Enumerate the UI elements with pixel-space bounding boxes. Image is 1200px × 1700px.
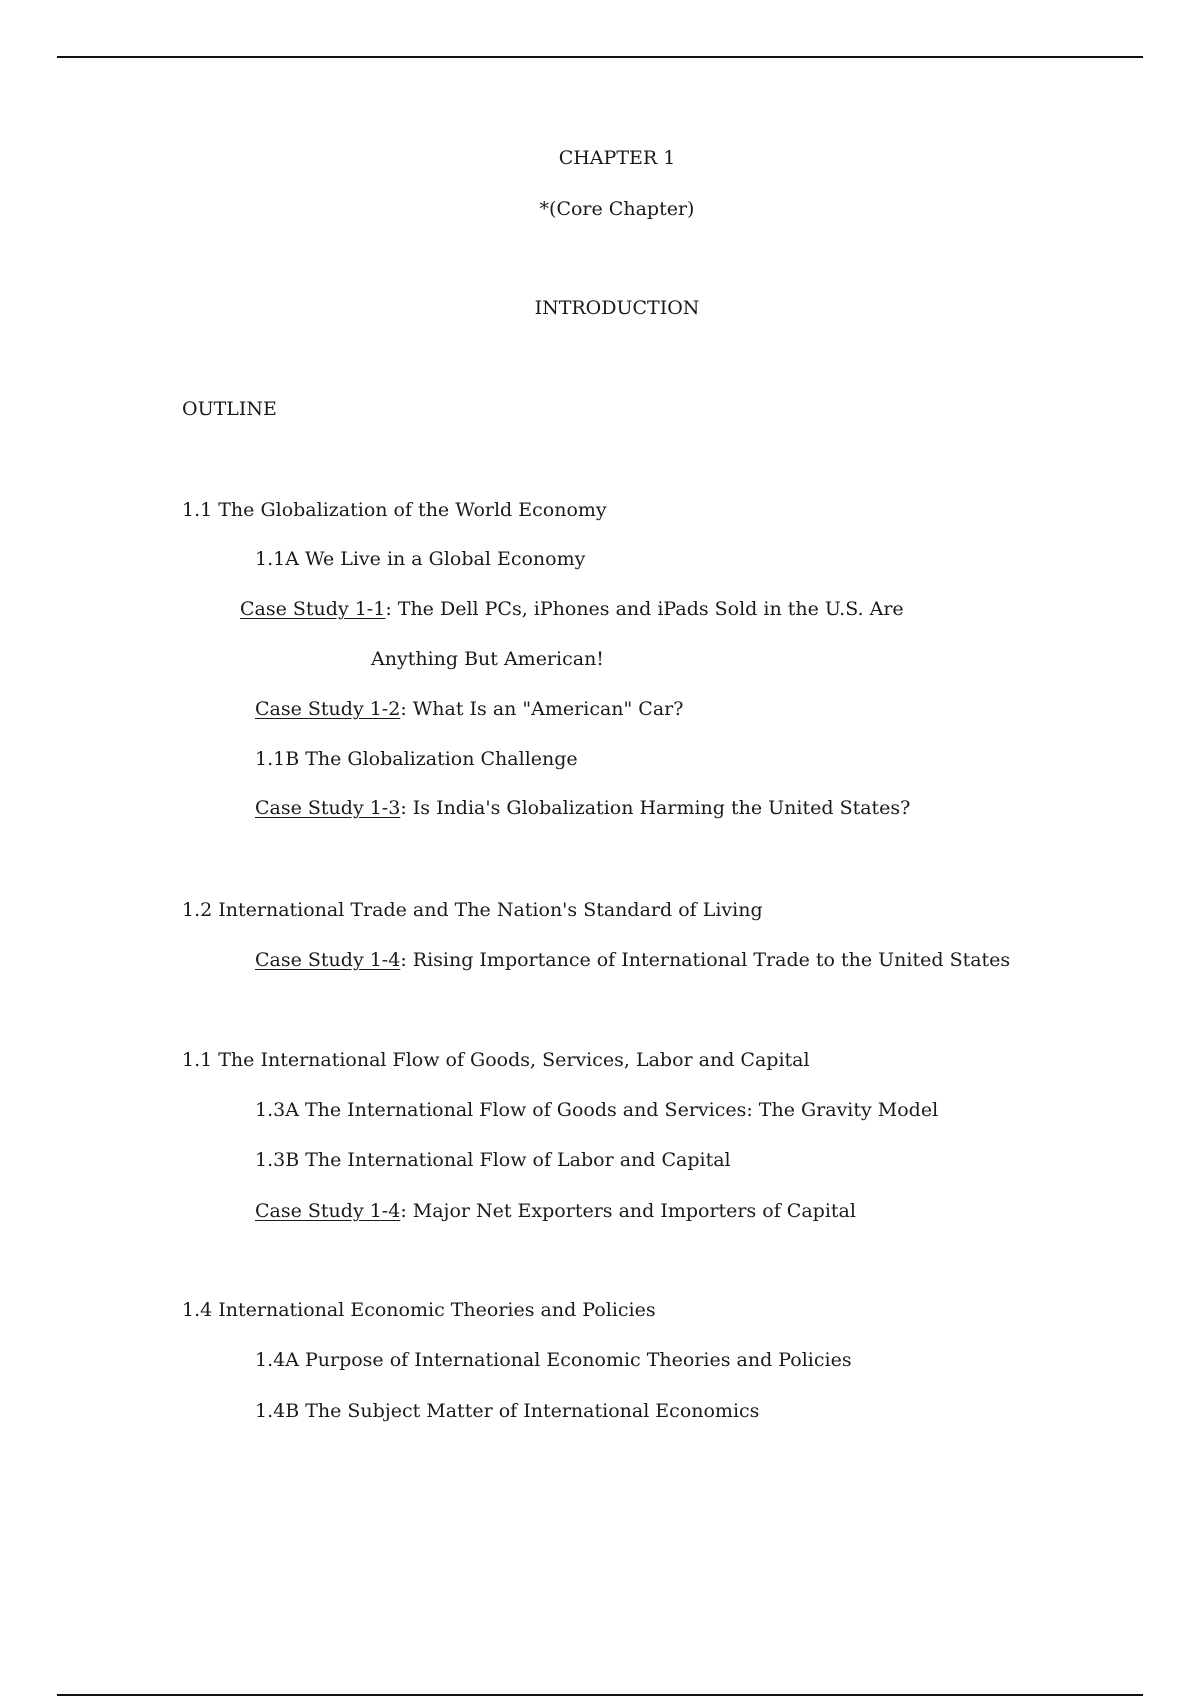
subsection-1-3b: 1.3B The International Flow of Labor and Capital — [255, 1149, 731, 1171]
section-heading-1-3: 1.1 The International Flow of Goods, Services, Labor and Capital — [182, 1049, 810, 1071]
case-study-title: : Major Net Exporters and Importers of Capital — [400, 1200, 856, 1222]
case-study-1-3 — [255, 796, 910, 820]
case-study-1-1-continuation: Anything But American! — [371, 648, 604, 670]
subsection-1-1b: 1.1B The Globalization Challenge — [255, 748, 578, 770]
section-heading-1-1: 1.1 The Globalization of the World Economy — [182, 499, 607, 521]
outline-label: OUTLINE — [182, 398, 277, 420]
case-study-1-4 — [255, 948, 1010, 972]
case-study-1-1 — [240, 597, 904, 621]
core-chapter-note: *(Core Chapter) — [539, 198, 695, 220]
top-rule — [57, 56, 1143, 58]
section-heading-1-4: 1.4 International Economic Theories and Policies — [182, 1299, 656, 1321]
section-heading-1-2: 1.2 International Trade and The Nation's Standard of Living — [182, 899, 763, 921]
subsection-1-3a: 1.3A The International Flow of Goods and Services: The Gravity Model — [255, 1099, 939, 1121]
case-study-1-4b — [255, 1199, 856, 1223]
case-study-title: : Rising Importance of International Trade to the United States — [400, 949, 1011, 971]
case-study-label: Case Study 1-2 — [255, 698, 401, 720]
case-study-title: : Is India's Globalization Harming the United States? — [400, 797, 911, 819]
case-study-1-2 — [255, 697, 683, 721]
case-study-label: Case Study 1-4 — [255, 1200, 401, 1222]
chapter-number: CHAPTER 1 — [558, 147, 676, 169]
bottom-rule — [57, 1694, 1143, 1696]
subsection-1-4a: 1.4A Purpose of International Economic Theories and Policies — [255, 1349, 852, 1371]
subsection-1-1a: 1.1A We Live in a Global Economy — [255, 548, 586, 570]
case-study-label: Case Study 1-3 — [255, 797, 401, 819]
case-study-title: : What Is an "American" Car? — [400, 698, 684, 720]
case-study-label: Case Study 1-1 — [240, 598, 386, 620]
case-study-title: : The Dell PCs, iPhones and iPads Sold in the U.S. Are — [385, 598, 904, 620]
subsection-1-4b: 1.4B The Subject Matter of International Economics — [255, 1400, 760, 1422]
case-study-label: Case Study 1-4 — [255, 949, 401, 971]
chapter-title: INTRODUCTION — [534, 297, 700, 319]
